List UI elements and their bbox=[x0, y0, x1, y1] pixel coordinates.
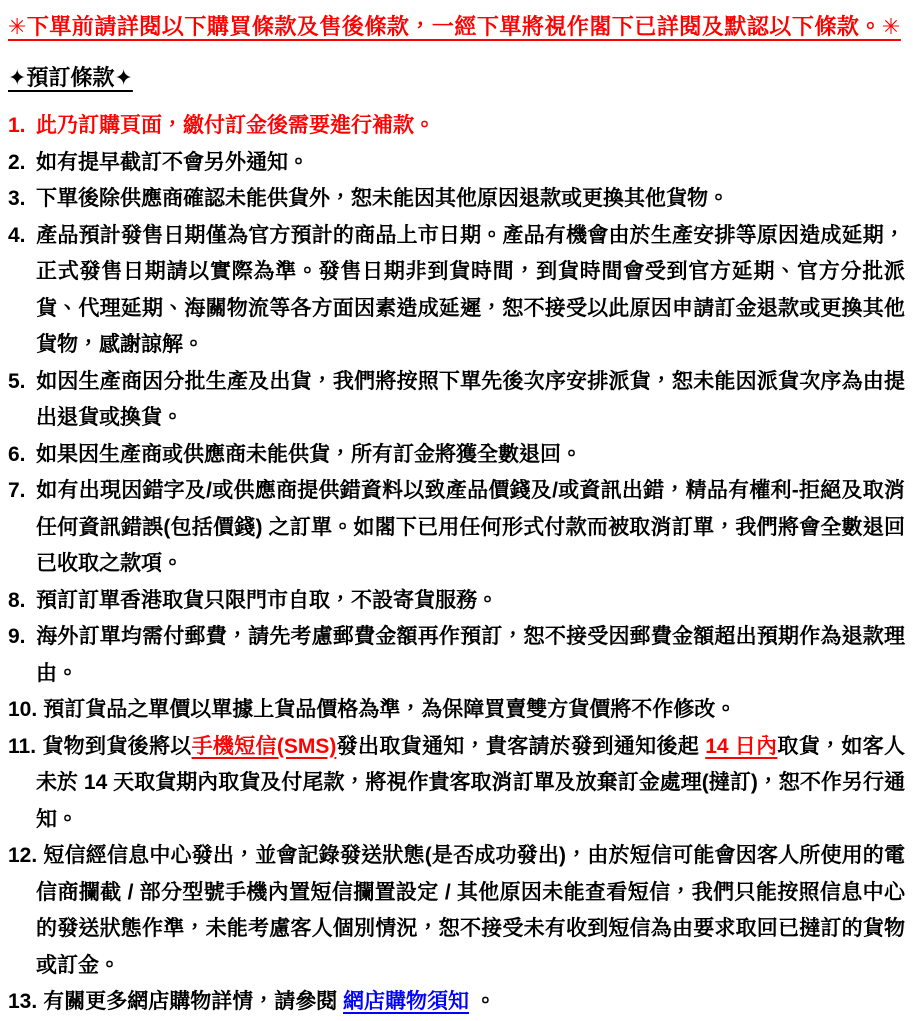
section-title-wrap bbox=[8, 64, 905, 92]
term-number: 10. bbox=[8, 698, 38, 721]
term-number: 2. bbox=[8, 150, 26, 174]
term-item-3 bbox=[8, 181, 905, 218]
term-text: 貨物到貨後將以 bbox=[42, 734, 192, 758]
term-text: 預訂訂單香港取貨只限門市自取，不設寄貨服務。 bbox=[36, 588, 498, 612]
term-number: 13. bbox=[8, 990, 38, 1013]
term-item-6 bbox=[8, 437, 905, 474]
term-number: 3. bbox=[8, 187, 26, 210]
term-text: 此乃訂購頁面，繳付訂金後需要進行補款。 bbox=[36, 114, 435, 137]
term-number: 12. bbox=[8, 844, 38, 867]
term-item-4 bbox=[8, 218, 905, 364]
term-text: 如有提早截訂不會另外通知。 bbox=[36, 150, 309, 174]
term-number: 11. bbox=[8, 734, 37, 758]
term-text: 有關更多網店購物詳情，請參閱 bbox=[43, 990, 344, 1013]
term-number: 6. bbox=[8, 442, 26, 466]
term-text: 下單後除供應商確認未能供貨外，恕未能因其他原因退款或更換其他貨物。 bbox=[36, 187, 729, 210]
term-item-8 bbox=[8, 583, 905, 620]
term-item-10 bbox=[8, 692, 905, 729]
pickup-deadline-highlight: 14 日內 bbox=[705, 734, 778, 758]
term-text: 預訂貨品之單價以單據上貨品價格為準，為保障買賣雙方貨價將不作修改。 bbox=[43, 698, 737, 721]
term-text: 取貨，如客人未於 14 天取貨期內取貨及付尾款，將視作貴客取消訂單及放棄訂金處理(撻訂)，恕不作另行通知。 bbox=[36, 734, 905, 831]
term-text: 。 bbox=[469, 990, 496, 1013]
term-item-5 bbox=[8, 364, 905, 437]
term-number: 4. bbox=[8, 223, 26, 247]
store-shopping-notice-link[interactable]: 網店購物須知 bbox=[343, 990, 470, 1013]
term-item-2 bbox=[8, 145, 905, 182]
term-text: 如因生產商因分批生產及出貨，我們將按照下單先後次序安排派貨，恕未能因派貨次序為由提出退貨或換貨。 bbox=[36, 369, 905, 429]
term-text: 發出取貨通知，貴客請於發到通知後起 bbox=[336, 734, 706, 758]
term-item-11 bbox=[8, 729, 905, 839]
term-number: 9. bbox=[8, 625, 26, 648]
term-number: 1. bbox=[8, 114, 26, 137]
purchase-terms-notice: ✳下單前請詳閱以下購買條款及售後條款，一經下單將視作閣下已詳閱及默認以下條款。✳ bbox=[8, 14, 901, 39]
term-text: 短信經信息中心發出，並會記錄發送狀態(是否成功發出)，由於短信可能會因客人所使用的電信商攔截 / 部分型號手機內置短信攔置設定 / 其他原因未能查看短信，我們只能按照信息中心的發送狀態作準，未能考慮客人個別情況，恕不接受未有收到短信為由要求取回已撻訂的貨物或訂金。 bbox=[36, 844, 905, 977]
term-number: 8. bbox=[8, 588, 26, 612]
term-item-1 bbox=[8, 108, 905, 145]
term-text: 產品預計發售日期僅為官方預計的商品上市日期。產品有機會由於生產安排等原因造成延期，正式發售日期請以實際為準。發售日期非到貨時間，到貨時間會受到官方延期、官方分批派貨、代理延期、海關物流等各方面因素造成延遲，恕不接受以此原因申請訂金退款或更換其他貨物，感謝諒解。 bbox=[36, 223, 905, 356]
sms-highlight: 手機短信(SMS) bbox=[191, 734, 337, 758]
terms-list bbox=[8, 108, 905, 1021]
term-item-13 bbox=[8, 984, 905, 1021]
term-text: 海外訂單均需付郵費，請先考慮郵費金額再作預訂，恕不接受因郵費金額超出預期作為退款理由。 bbox=[36, 625, 905, 685]
term-text: 如有出現因錯字及/或供應商提供錯資料以致產品價錢及/或資訊出錯，精品有權利-拒絕及取消任何資訊錯誤(包括價錢) 之訂單。如閣下已用任何形式付款而被取消訂單，我們將會全數退回已收取之款項。 bbox=[36, 479, 905, 575]
term-text: 如果因生產商或供應商未能供貨，所有訂金將獲全數退回。 bbox=[36, 442, 582, 466]
term-item-12 bbox=[8, 838, 905, 984]
term-number: 7. bbox=[8, 479, 26, 502]
term-item-7 bbox=[8, 473, 905, 583]
term-number: 5. bbox=[8, 369, 26, 393]
preorder-terms-title: ✦預訂條款✦ bbox=[8, 65, 133, 90]
term-item-9 bbox=[8, 619, 905, 692]
